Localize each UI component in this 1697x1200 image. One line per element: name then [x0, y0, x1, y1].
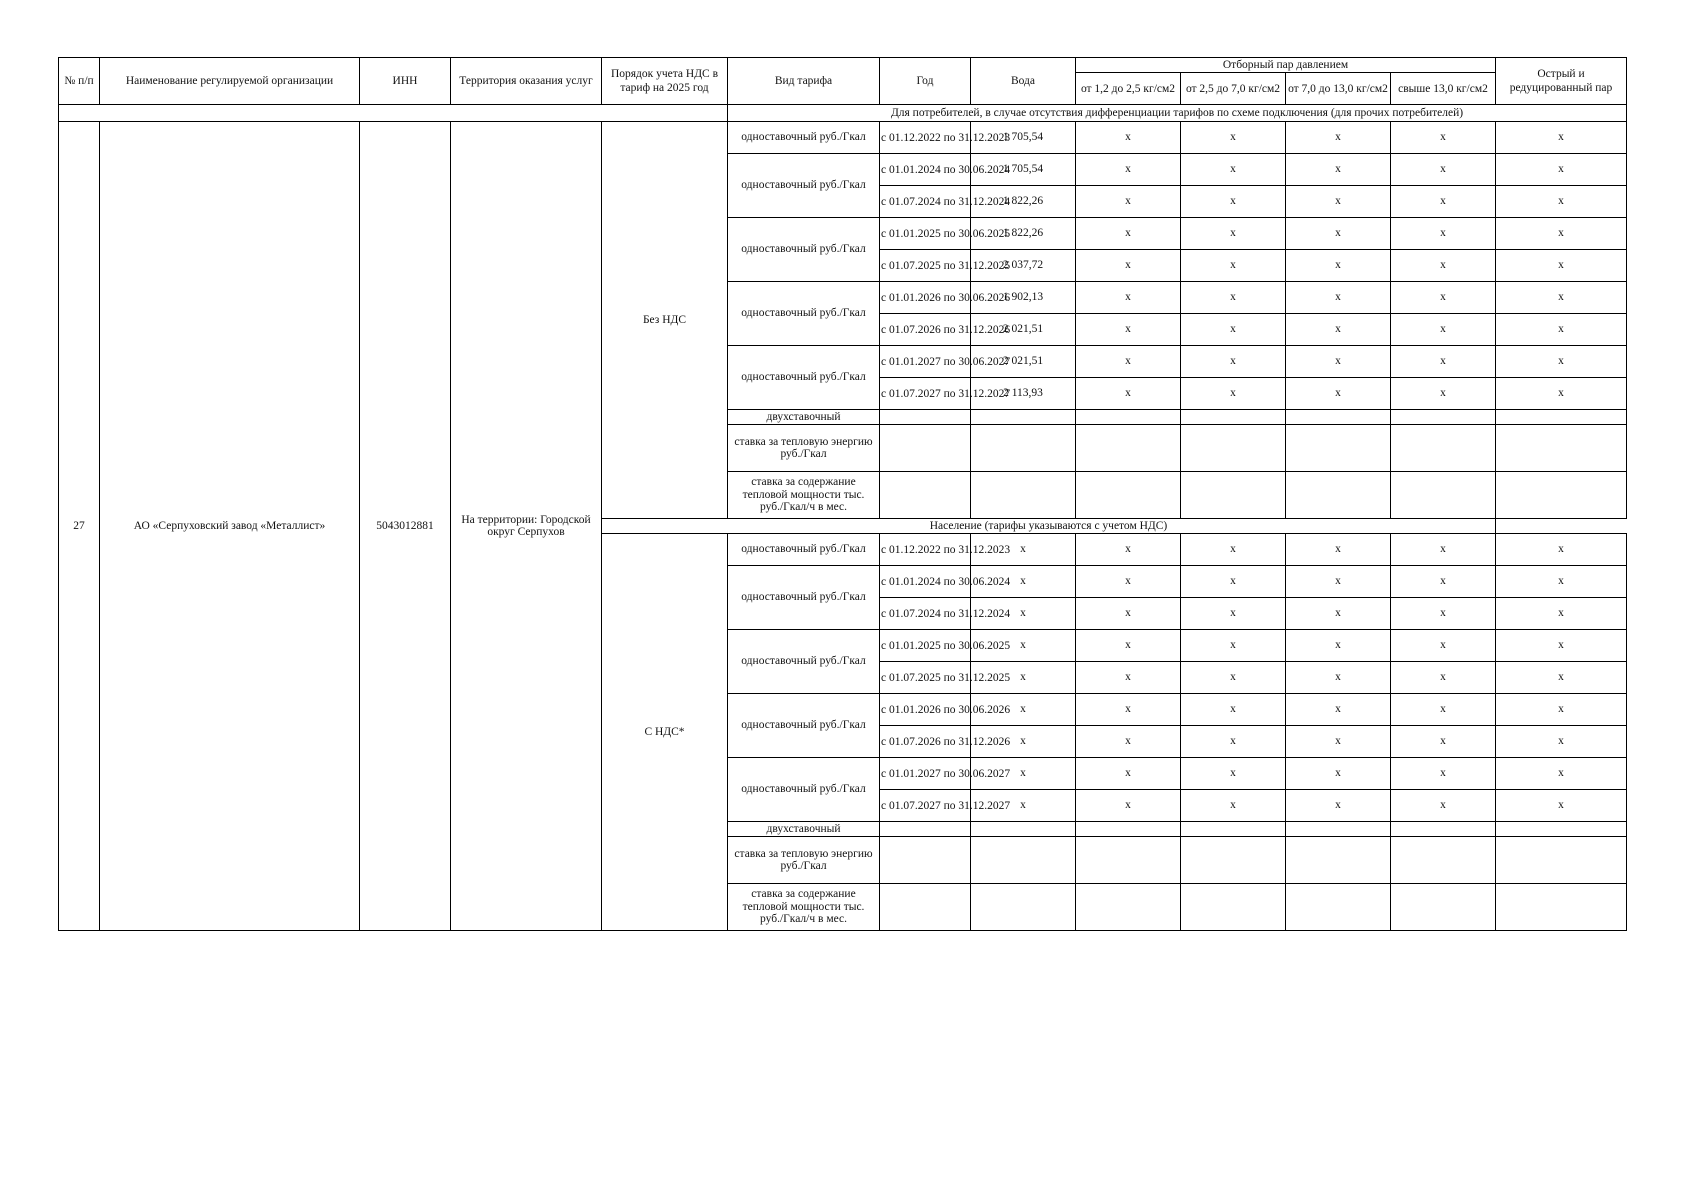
empty-cell: [1181, 822, 1286, 837]
steam-value: x: [1391, 694, 1496, 726]
empty-cell: [1286, 822, 1391, 837]
empty-cell: [1076, 410, 1181, 425]
steam-value: x: [1391, 154, 1496, 186]
period-cell: с 01.01.2025 по 30.06.2025: [880, 218, 971, 250]
steam-value: x: [1076, 790, 1181, 822]
steam-value: x: [1286, 534, 1391, 566]
steam-value: x: [1496, 566, 1627, 598]
steam-value: x: [1076, 378, 1181, 410]
water-value: x: [971, 598, 1076, 630]
steam-value: x: [1181, 218, 1286, 250]
steam-value: x: [1286, 726, 1391, 758]
header-year: Год: [880, 58, 971, 105]
steam-value: x: [1286, 566, 1391, 598]
steam-value: x: [1076, 122, 1181, 154]
steam-value: x: [1181, 378, 1286, 410]
tariff-type-label: одноставочный руб./Гкал: [728, 694, 880, 758]
steam-value: x: [1076, 346, 1181, 378]
empty-cell: [1076, 425, 1181, 472]
empty-cell: [1181, 837, 1286, 884]
water-value: 1 822,26: [971, 186, 1076, 218]
steam-value: x: [1076, 186, 1181, 218]
steam-value: x: [1076, 598, 1181, 630]
vat-order-label: Без НДС: [602, 122, 728, 519]
steam-value: x: [1391, 598, 1496, 630]
water-value: 2 113,93: [971, 378, 1076, 410]
empty-cell: [880, 410, 971, 425]
period-cell: с 01.01.2024 по 30.06.2024: [880, 566, 971, 598]
empty-cell: [1496, 410, 1627, 425]
steam-value: x: [1496, 346, 1627, 378]
steam-value: x: [1076, 758, 1181, 790]
steam-value: x: [1496, 218, 1627, 250]
water-value: 1 902,13: [971, 282, 1076, 314]
steam-value: x: [1391, 630, 1496, 662]
period-cell: с 01.07.2027 по 31.12.2027: [880, 790, 971, 822]
tariff-type-label: одноставочный руб./Гкал: [728, 346, 880, 410]
steam-value: x: [1286, 186, 1391, 218]
header-pressure-2: от 2,5 до 7,0 кг/см2: [1181, 73, 1286, 105]
period-cell: с 01.01.2027 по 30.06.2027: [880, 346, 971, 378]
steam-value: x: [1076, 218, 1181, 250]
steam-value: x: [1391, 662, 1496, 694]
org-territory: На территории: Городской округ Серпухов: [451, 122, 602, 931]
section-title-consumers: Для потребителей, в случае отсутствия дифференциации тарифов по схеме подключения (для прочих потребителей): [728, 105, 1627, 122]
empty-cell: [1181, 425, 1286, 472]
steam-value: x: [1286, 282, 1391, 314]
steam-value: x: [1181, 566, 1286, 598]
empty-cell: [880, 884, 971, 931]
steam-value: x: [1391, 758, 1496, 790]
period-cell: с 01.12.2022 по 31.12.2023: [880, 534, 971, 566]
steam-value: x: [1496, 598, 1627, 630]
steam-value: x: [1181, 186, 1286, 218]
steam-value: x: [1076, 566, 1181, 598]
header-sharp-steam: Острый и редуцированный пар: [1496, 58, 1627, 105]
header-tariff-type: Вид тарифа: [728, 58, 880, 105]
steam-value: x: [1496, 662, 1627, 694]
org-number: 27: [59, 122, 100, 931]
period-cell: с 01.07.2024 по 31.12.2024: [880, 186, 971, 218]
steam-value: x: [1496, 378, 1627, 410]
empty-cell: [880, 472, 971, 519]
steam-value: x: [1286, 314, 1391, 346]
steam-value: x: [1391, 790, 1496, 822]
tariff-type-label: одноставочный руб./Гкал: [728, 758, 880, 822]
steam-value: x: [1286, 630, 1391, 662]
org-name: АО «Серпуховский завод «Металлист»: [100, 122, 360, 931]
steam-value: x: [1391, 726, 1496, 758]
steam-value: x: [1496, 534, 1627, 566]
water-value: x: [971, 630, 1076, 662]
empty-cell: [880, 822, 971, 837]
empty-cell: [1496, 884, 1627, 931]
period-cell: с 01.01.2024 по 30.06.2024: [880, 154, 971, 186]
empty-cell: [1286, 410, 1391, 425]
steam-value: x: [1286, 694, 1391, 726]
steam-value: x: [1076, 154, 1181, 186]
tariff-table: [58, 57, 1627, 931]
period-cell: с 01.01.2025 по 30.06.2025: [880, 630, 971, 662]
steam-value: x: [1391, 378, 1496, 410]
empty-cell: [1496, 822, 1627, 837]
steam-value: x: [1181, 314, 1286, 346]
tariff-type-label: одноставочный руб./Гкал: [728, 218, 880, 282]
header-num: № п/п: [59, 58, 100, 105]
water-value: x: [971, 534, 1076, 566]
table-row: [59, 122, 1627, 154]
steam-value: x: [1391, 250, 1496, 282]
steam-value: x: [1076, 630, 1181, 662]
header-territory: Территория оказания услуг: [451, 58, 602, 105]
steam-value: x: [1391, 218, 1496, 250]
empty-cell: [1391, 837, 1496, 884]
steam-value: x: [1286, 346, 1391, 378]
water-value: x: [971, 662, 1076, 694]
table-body: [59, 105, 1627, 931]
two-part-label: двухставочный: [728, 822, 880, 837]
empty-cell: [1391, 410, 1496, 425]
empty-cell: [1391, 884, 1496, 931]
steam-value: x: [1181, 282, 1286, 314]
org-inn: 5043012881: [360, 122, 451, 931]
steam-value: x: [1391, 314, 1496, 346]
period-cell: с 01.07.2026 по 31.12.2026: [880, 314, 971, 346]
energy-rate-label: ставка за тепловую энергию руб./Гкал: [728, 837, 880, 884]
steam-value: x: [1076, 282, 1181, 314]
steam-value: x: [1286, 218, 1391, 250]
steam-value: x: [1076, 534, 1181, 566]
tariff-type-label: одноставочный руб./Гкал: [728, 630, 880, 694]
tariff-type-label: одноставочный руб./Гкал: [728, 122, 880, 154]
header-vat-order: Порядок учета НДС в тариф на 2025 год: [602, 58, 728, 105]
steam-value: x: [1181, 758, 1286, 790]
empty-cell: [1496, 472, 1627, 519]
steam-value: x: [1181, 790, 1286, 822]
period-cell: с 01.07.2025 по 31.12.2025: [880, 662, 971, 694]
period-cell: с 01.01.2027 по 30.06.2027: [880, 758, 971, 790]
empty-cell: [880, 837, 971, 884]
period-cell: с 01.07.2027 по 31.12.2027: [880, 378, 971, 410]
header-pressure-1: от 1,2 до 2,5 кг/см2: [1076, 73, 1181, 105]
table-row: [59, 105, 1627, 122]
steam-value: x: [1391, 122, 1496, 154]
empty-cell: [1496, 425, 1627, 472]
tariff-type-label: одноставочный руб./Гкал: [728, 154, 880, 218]
steam-value: x: [1496, 694, 1627, 726]
period-cell: с 01.07.2024 по 31.12.2024: [880, 598, 971, 630]
table-header: [59, 58, 1627, 105]
empty-cell: [1286, 837, 1391, 884]
steam-value: x: [1076, 662, 1181, 694]
period-cell: с 01.07.2026 по 31.12.2026: [880, 726, 971, 758]
water-value: 2 021,51: [971, 314, 1076, 346]
steam-value: x: [1496, 122, 1627, 154]
water-value: 2 037,72: [971, 250, 1076, 282]
tariff-type-label: одноставочный руб./Гкал: [728, 566, 880, 630]
empty-cell: [971, 822, 1076, 837]
period-cell: с 01.12.2022 по 31.12.2023: [880, 122, 971, 154]
header-water: Вода: [971, 58, 1076, 105]
steam-value: x: [1496, 282, 1627, 314]
steam-value: x: [1286, 250, 1391, 282]
steam-value: x: [1496, 790, 1627, 822]
steam-value: x: [1496, 186, 1627, 218]
steam-value: x: [1181, 250, 1286, 282]
empty-cell: [1391, 472, 1496, 519]
capacity-rate-label: ставка за содержание тепловой мощности тыс. руб./Гкал/ч в мес.: [728, 472, 880, 519]
empty-cell: [971, 410, 1076, 425]
empty-cell: [1181, 884, 1286, 931]
empty-cell: [1076, 884, 1181, 931]
empty-cell: [1286, 472, 1391, 519]
water-value: 1 705,54: [971, 154, 1076, 186]
tariff-type-label: одноставочный руб./Гкал: [728, 282, 880, 346]
water-value: 2 021,51: [971, 346, 1076, 378]
steam-value: x: [1181, 598, 1286, 630]
water-value: x: [971, 694, 1076, 726]
empty-cell: [971, 884, 1076, 931]
steam-value: x: [1181, 534, 1286, 566]
water-value: 1 705,54: [971, 122, 1076, 154]
vat-order-label: С НДС*: [602, 534, 728, 931]
steam-value: x: [1181, 122, 1286, 154]
steam-value: x: [1181, 346, 1286, 378]
two-part-label: двухставочный: [728, 410, 880, 425]
steam-value: x: [1181, 662, 1286, 694]
energy-rate-label: ставка за тепловую энергию руб./Гкал: [728, 425, 880, 472]
empty-cell: [971, 425, 1076, 472]
steam-value: x: [1076, 314, 1181, 346]
period-cell: с 01.01.2026 по 30.06.2026: [880, 694, 971, 726]
water-value: 1 822,26: [971, 218, 1076, 250]
steam-value: x: [1496, 726, 1627, 758]
steam-value: x: [1181, 694, 1286, 726]
steam-value: x: [1496, 758, 1627, 790]
steam-value: x: [1286, 122, 1391, 154]
empty-cell: [1076, 822, 1181, 837]
tariff-type-label: одноставочный руб./Гкал: [728, 534, 880, 566]
steam-value: x: [1391, 566, 1496, 598]
steam-value: x: [1181, 630, 1286, 662]
header-pressure-4: свыше 13,0 кг/см2: [1391, 73, 1496, 105]
steam-value: x: [1496, 250, 1627, 282]
steam-value: x: [1286, 790, 1391, 822]
steam-value: x: [1391, 346, 1496, 378]
period-cell: с 01.01.2026 по 30.06.2026: [880, 282, 971, 314]
empty-cell: [1496, 837, 1627, 884]
steam-value: x: [1496, 630, 1627, 662]
header-inn: ИНН: [360, 58, 451, 105]
empty-cell: [1286, 425, 1391, 472]
capacity-rate-label: ставка за содержание тепловой мощности тыс. руб./Гкал/ч в мес.: [728, 884, 880, 931]
empty-cell: [971, 837, 1076, 884]
steam-value: x: [1496, 154, 1627, 186]
water-value: x: [971, 726, 1076, 758]
steam-value: x: [1286, 662, 1391, 694]
empty-cell: [971, 472, 1076, 519]
steam-value: x: [1076, 250, 1181, 282]
steam-value: x: [1391, 186, 1496, 218]
empty-cell: [1181, 472, 1286, 519]
steam-value: x: [1496, 314, 1627, 346]
header-org-name: Наименование регулируемой организации: [100, 58, 360, 105]
steam-value: x: [1076, 726, 1181, 758]
steam-value: x: [1286, 378, 1391, 410]
empty-cell: [1181, 410, 1286, 425]
steam-value: x: [1286, 598, 1391, 630]
water-value: x: [971, 566, 1076, 598]
header-steam-group: Отборный пар давлением: [1076, 58, 1496, 73]
empty-cell: [1076, 472, 1181, 519]
empty-cell: [1286, 884, 1391, 931]
steam-value: x: [1286, 758, 1391, 790]
steam-value: x: [1181, 726, 1286, 758]
steam-value: x: [1286, 154, 1391, 186]
water-value: x: [971, 758, 1076, 790]
steam-value: x: [1391, 282, 1496, 314]
steam-value: x: [1076, 694, 1181, 726]
section-title-population: Население (тарифы указываются с учетом НДС): [602, 519, 1496, 534]
header-pressure-3: от 7,0 до 13,0 кг/см2: [1286, 73, 1391, 105]
empty-cell: [1391, 425, 1496, 472]
empty-cell: [1076, 837, 1181, 884]
steam-value: x: [1391, 534, 1496, 566]
period-cell: с 01.07.2025 по 31.12.2025: [880, 250, 971, 282]
steam-value: x: [1181, 154, 1286, 186]
water-value: x: [971, 790, 1076, 822]
section-spacer: [59, 105, 728, 122]
empty-cell: [1391, 822, 1496, 837]
empty-cell: [880, 425, 971, 472]
